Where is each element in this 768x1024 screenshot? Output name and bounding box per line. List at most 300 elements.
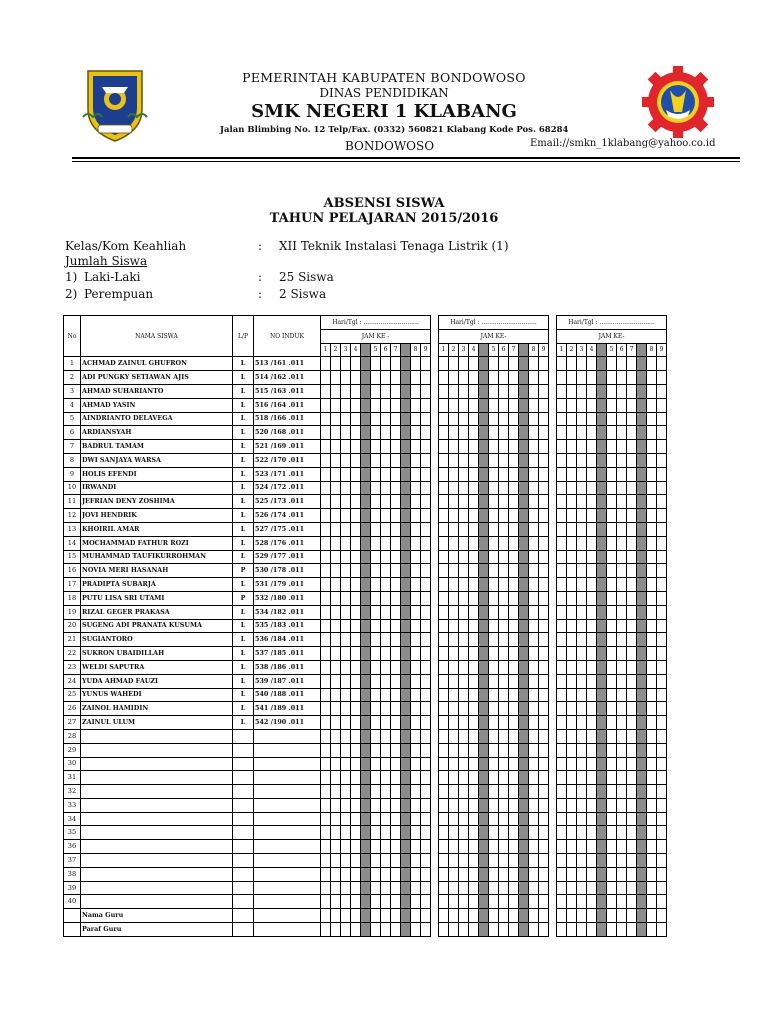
attendance-cell (371, 509, 381, 523)
laki-num: 1) (65, 270, 78, 284)
attendance-cell (557, 440, 567, 454)
break-cell (401, 812, 411, 826)
attendance-cell (411, 798, 421, 812)
attendance-cell (331, 509, 341, 523)
attendance-cell (627, 467, 637, 481)
hour-number: 5 (489, 343, 499, 357)
attendance-cell (509, 812, 519, 826)
attendance-cell (331, 453, 341, 467)
hour-number: 5 (371, 343, 381, 357)
break-cell (519, 743, 529, 757)
attendance-cell (449, 357, 459, 371)
attendance-cell (607, 412, 617, 426)
break-cell (519, 357, 529, 371)
break-cell (401, 716, 411, 730)
attendance-cell (529, 426, 539, 440)
attendance-cell (459, 550, 469, 564)
signature-cell (617, 909, 627, 923)
student-name: JOVI HENDRIK (81, 509, 233, 523)
break-cell (479, 495, 489, 509)
student-no: 29 (64, 743, 81, 757)
block-gap (549, 826, 557, 840)
block-gap (549, 564, 557, 578)
break-cell (597, 357, 607, 371)
break-cell (361, 453, 371, 467)
break-cell (637, 757, 647, 771)
student-induk: 518 /166 .011 (254, 412, 321, 426)
student-row (64, 495, 667, 509)
attendance-cell (341, 840, 351, 854)
attendance-cell (567, 771, 577, 785)
student-row (64, 895, 667, 909)
attendance-cell (331, 426, 341, 440)
attendance-cell (529, 729, 539, 743)
attendance-cell (489, 757, 499, 771)
attendance-cell (587, 578, 597, 592)
break-cell (401, 867, 411, 881)
break-cell (597, 343, 607, 357)
attendance-cell (331, 702, 341, 716)
attendance-cell (421, 564, 431, 578)
attendance-cell (539, 785, 549, 799)
attendance-cell (577, 633, 587, 647)
break-cell (519, 909, 529, 923)
student-row (64, 536, 667, 550)
attendance-cell (341, 453, 351, 467)
student-name: ADI PUNGKY SETIAWAN AJIS (81, 371, 233, 385)
attendance-cell (371, 550, 381, 564)
attendance-cell (381, 481, 391, 495)
student-name (81, 743, 233, 757)
attendance-cell (439, 674, 449, 688)
attendance-cell (459, 357, 469, 371)
student-gender: L (233, 647, 254, 661)
block-gap (549, 923, 557, 937)
attendance-cell (351, 867, 361, 881)
attendance-cell (331, 812, 341, 826)
signature-cell (489, 909, 499, 923)
student-row (64, 647, 667, 661)
attendance-cell (657, 426, 667, 440)
attendance-cell (489, 426, 499, 440)
attendance-cell (449, 426, 459, 440)
student-induk (254, 895, 321, 909)
attendance-cell (489, 384, 499, 398)
attendance-cell (577, 591, 587, 605)
attendance-cell (439, 729, 449, 743)
hour-number: 8 (647, 343, 657, 357)
student-gender: L (233, 453, 254, 467)
break-cell (479, 660, 489, 674)
student-name: AINDRIANTO DELAVEGA (81, 412, 233, 426)
attendance-cell (391, 426, 401, 440)
signature-cell (587, 923, 597, 937)
break-cell (361, 371, 371, 385)
attendance-cell (529, 495, 539, 509)
block-gap (549, 854, 557, 868)
break-cell (519, 550, 529, 564)
attendance-cell (509, 371, 519, 385)
break-cell (401, 550, 411, 564)
attendance-cell (509, 481, 519, 495)
attendance-cell (449, 798, 459, 812)
attendance-cell (489, 702, 499, 716)
attendance-cell (539, 591, 549, 605)
attendance-cell (421, 467, 431, 481)
attendance-cell (627, 412, 637, 426)
attendance-cell (539, 633, 549, 647)
break-cell (637, 729, 647, 743)
attendance-cell (469, 674, 479, 688)
attendance-cell (657, 840, 667, 854)
student-row (64, 440, 667, 454)
attendance-cell (469, 522, 479, 536)
attendance-cell (341, 371, 351, 385)
teacher-row-label: Paraf Guru (81, 923, 233, 937)
attendance-cell (617, 798, 627, 812)
attendance-cell (557, 564, 567, 578)
attendance-cell (657, 798, 667, 812)
attendance-cell (391, 854, 401, 868)
attendance-cell (627, 633, 637, 647)
break-cell (637, 633, 647, 647)
attendance-cell (557, 688, 567, 702)
attendance-cell (529, 357, 539, 371)
signature-cell (509, 923, 519, 937)
break-cell (597, 895, 607, 909)
attendance-cell (617, 536, 627, 550)
attendance-cell (371, 757, 381, 771)
attendance-cell (499, 398, 509, 412)
attendance-cell (617, 578, 627, 592)
attendance-cell (567, 812, 577, 826)
hour-number: 8 (411, 343, 421, 357)
student-name (81, 854, 233, 868)
attendance-cell (539, 881, 549, 895)
attendance-cell (567, 522, 577, 536)
break-cell (637, 536, 647, 550)
break-cell (361, 867, 371, 881)
attendance-cell (459, 481, 469, 495)
attendance-cell (449, 481, 459, 495)
attendance-cell (321, 412, 331, 426)
attendance-cell (577, 509, 587, 523)
attendance-cell (331, 564, 341, 578)
break-cell (519, 467, 529, 481)
attendance-cell (331, 840, 341, 854)
attendance-cell (657, 867, 667, 881)
student-name (81, 895, 233, 909)
break-cell (597, 812, 607, 826)
block-gap (431, 550, 439, 564)
signature-cell (657, 923, 667, 937)
laki-label: Laki-Laki (84, 270, 141, 284)
attendance-cell (627, 453, 637, 467)
attendance-cell (577, 867, 587, 881)
hour-number: 3 (459, 343, 469, 357)
attendance-cell (341, 550, 351, 564)
attendance-cell (469, 578, 479, 592)
student-induk: 541 /189 .011 (254, 702, 321, 716)
break-cell (401, 453, 411, 467)
signature-cell (381, 909, 391, 923)
student-row (64, 467, 667, 481)
attendance-cell (607, 826, 617, 840)
block-gap (549, 798, 557, 812)
break-cell (597, 716, 607, 730)
attendance-cell (411, 550, 421, 564)
break-cell (597, 384, 607, 398)
student-row (64, 605, 667, 619)
attendance-cell (529, 481, 539, 495)
attendance-cell (647, 371, 657, 385)
attendance-cell (341, 702, 351, 716)
student-gender: L (233, 633, 254, 647)
break-cell (637, 522, 647, 536)
attendance-cell (657, 660, 667, 674)
attendance-cell (489, 495, 499, 509)
attendance-cell (411, 578, 421, 592)
attendance-cell (657, 619, 667, 633)
attendance-cell (539, 550, 549, 564)
attendance-cell (459, 840, 469, 854)
student-no: 6 (64, 426, 81, 440)
attendance-cell (529, 881, 539, 895)
attendance-cell (391, 550, 401, 564)
attendance-cell (617, 564, 627, 578)
signature-cell (321, 909, 331, 923)
attendance-cell (489, 826, 499, 840)
attendance-cell (341, 757, 351, 771)
attendance-cell (489, 688, 499, 702)
attendance-cell (587, 440, 597, 454)
attendance-cell (509, 881, 519, 895)
attendance-cell (567, 895, 577, 909)
attendance-cell (617, 702, 627, 716)
break-cell (519, 536, 529, 550)
signature-cell (577, 909, 587, 923)
attendance-cell (647, 453, 657, 467)
student-induk (254, 840, 321, 854)
break-cell (637, 481, 647, 495)
attendance-cell (381, 440, 391, 454)
attendance-cell (587, 743, 597, 757)
attendance-cell (617, 453, 627, 467)
student-row (64, 426, 667, 440)
signature-cell (587, 909, 597, 923)
attendance-cell (607, 716, 617, 730)
attendance-cell (499, 371, 509, 385)
attendance-cell (607, 522, 617, 536)
attendance-cell (411, 895, 421, 909)
attendance-cell (587, 536, 597, 550)
attendance-cell (439, 481, 449, 495)
student-gender: L (233, 398, 254, 412)
attendance-cell (617, 771, 627, 785)
break-cell (401, 564, 411, 578)
attendance-cell (411, 702, 421, 716)
student-no: 1 (64, 357, 81, 371)
block-gap (431, 384, 439, 398)
student-name: ZAINOL HAMIDIN (81, 702, 233, 716)
attendance-cell (539, 426, 549, 440)
attendance-cell (371, 619, 381, 633)
attendance-cell (557, 453, 567, 467)
attendance-cell (499, 412, 509, 426)
attendance-cell (321, 785, 331, 799)
attendance-cell (539, 371, 549, 385)
signature-cell (371, 923, 381, 937)
break-cell (597, 743, 607, 757)
student-induk (254, 757, 321, 771)
attendance-cell (499, 729, 509, 743)
attendance-cell (607, 688, 617, 702)
break-cell (637, 881, 647, 895)
attendance-cell (439, 619, 449, 633)
attendance-cell (607, 674, 617, 688)
attendance-cell (647, 647, 657, 661)
attendance-cell (381, 812, 391, 826)
block-gap (431, 702, 439, 716)
student-gender (233, 867, 254, 881)
attendance-cell (331, 757, 341, 771)
attendance-cell (509, 771, 519, 785)
attendance-cell (529, 605, 539, 619)
block-gap (549, 536, 557, 550)
break-cell (401, 591, 411, 605)
break-cell (637, 867, 647, 881)
break-cell (401, 536, 411, 550)
student-name: PRADIPTA SUBARJA (81, 578, 233, 592)
attendance-cell (567, 633, 577, 647)
attendance-cell (371, 771, 381, 785)
attendance-cell (449, 757, 459, 771)
break-cell (401, 702, 411, 716)
attendance-cell (657, 647, 667, 661)
attendance-cell (627, 702, 637, 716)
attendance-cell (459, 702, 469, 716)
attendance-cell (567, 412, 577, 426)
break-cell (401, 688, 411, 702)
attendance-cell (499, 854, 509, 868)
attendance-cell (607, 398, 617, 412)
attendance-cell (459, 564, 469, 578)
attendance-cell (341, 660, 351, 674)
break-cell (479, 688, 489, 702)
attendance-cell (607, 660, 617, 674)
attendance-cell (509, 412, 519, 426)
attendance-cell (607, 371, 617, 385)
student-gender: L (233, 509, 254, 523)
attendance-cell (469, 440, 479, 454)
attendance-cell (617, 591, 627, 605)
attendance-cell (341, 729, 351, 743)
attendance-cell (411, 426, 421, 440)
student-no: 37 (64, 854, 81, 868)
break-cell (637, 840, 647, 854)
attendance-cell (449, 895, 459, 909)
attendance-cell (587, 495, 597, 509)
student-induk: 537 /185 .011 (254, 647, 321, 661)
block-gap (431, 316, 439, 357)
break-cell (479, 467, 489, 481)
attendance-cell (351, 660, 361, 674)
attendance-cell (529, 509, 539, 523)
break-cell (637, 716, 647, 730)
attendance-cell (489, 729, 499, 743)
attendance-cell (421, 840, 431, 854)
break-cell (519, 729, 529, 743)
attendance-cell (587, 812, 597, 826)
attendance-cell (607, 481, 617, 495)
student-row (64, 522, 667, 536)
break-cell (637, 743, 647, 757)
attendance-cell (499, 578, 509, 592)
block-gap (431, 647, 439, 661)
attendance-cell (557, 605, 567, 619)
attendance-cell (391, 509, 401, 523)
header-name: NAMA SISWA (81, 316, 233, 357)
attendance-cell (459, 716, 469, 730)
attendance-cell (567, 688, 577, 702)
attendance-cell (321, 384, 331, 398)
block-gap (431, 495, 439, 509)
attendance-cell (421, 481, 431, 495)
attendance-cell (489, 854, 499, 868)
attendance-cell (351, 467, 361, 481)
attendance-cell (411, 536, 421, 550)
break-cell (401, 398, 411, 412)
signature-cell (321, 923, 331, 937)
attendance-cell (529, 716, 539, 730)
attendance-cell (489, 605, 499, 619)
attendance-cell (489, 840, 499, 854)
attendance-cell (469, 509, 479, 523)
break-cell (401, 660, 411, 674)
attendance-cell (321, 826, 331, 840)
student-name: PUTU LISA SRI UTAMI (81, 591, 233, 605)
break-cell (637, 357, 647, 371)
day-date-label: Hari/Tgl : ............................. (439, 316, 549, 330)
attendance-cell (331, 647, 341, 661)
attendance-cell (617, 757, 627, 771)
attendance-cell (539, 716, 549, 730)
attendance-cell (647, 716, 657, 730)
attendance-cell (587, 688, 597, 702)
attendance-cell (557, 674, 567, 688)
attendance-cell (499, 605, 509, 619)
break-cell (361, 550, 371, 564)
student-gender: L (233, 426, 254, 440)
student-row (64, 384, 667, 398)
attendance-cell (557, 357, 567, 371)
attendance-cell (499, 798, 509, 812)
attendance-cell (371, 564, 381, 578)
break-cell (401, 412, 411, 426)
attendance-cell (647, 854, 657, 868)
attendance-cell (627, 895, 637, 909)
attendance-cell (647, 798, 657, 812)
attendance-cell (587, 757, 597, 771)
break-cell (479, 674, 489, 688)
attendance-cell (627, 826, 637, 840)
attendance-cell (539, 895, 549, 909)
attendance-cell (439, 688, 449, 702)
attendance-cell (509, 357, 519, 371)
attendance-cell (411, 412, 421, 426)
doc-title: ABSENSI SISWA (323, 196, 445, 211)
attendance-cell (321, 398, 331, 412)
